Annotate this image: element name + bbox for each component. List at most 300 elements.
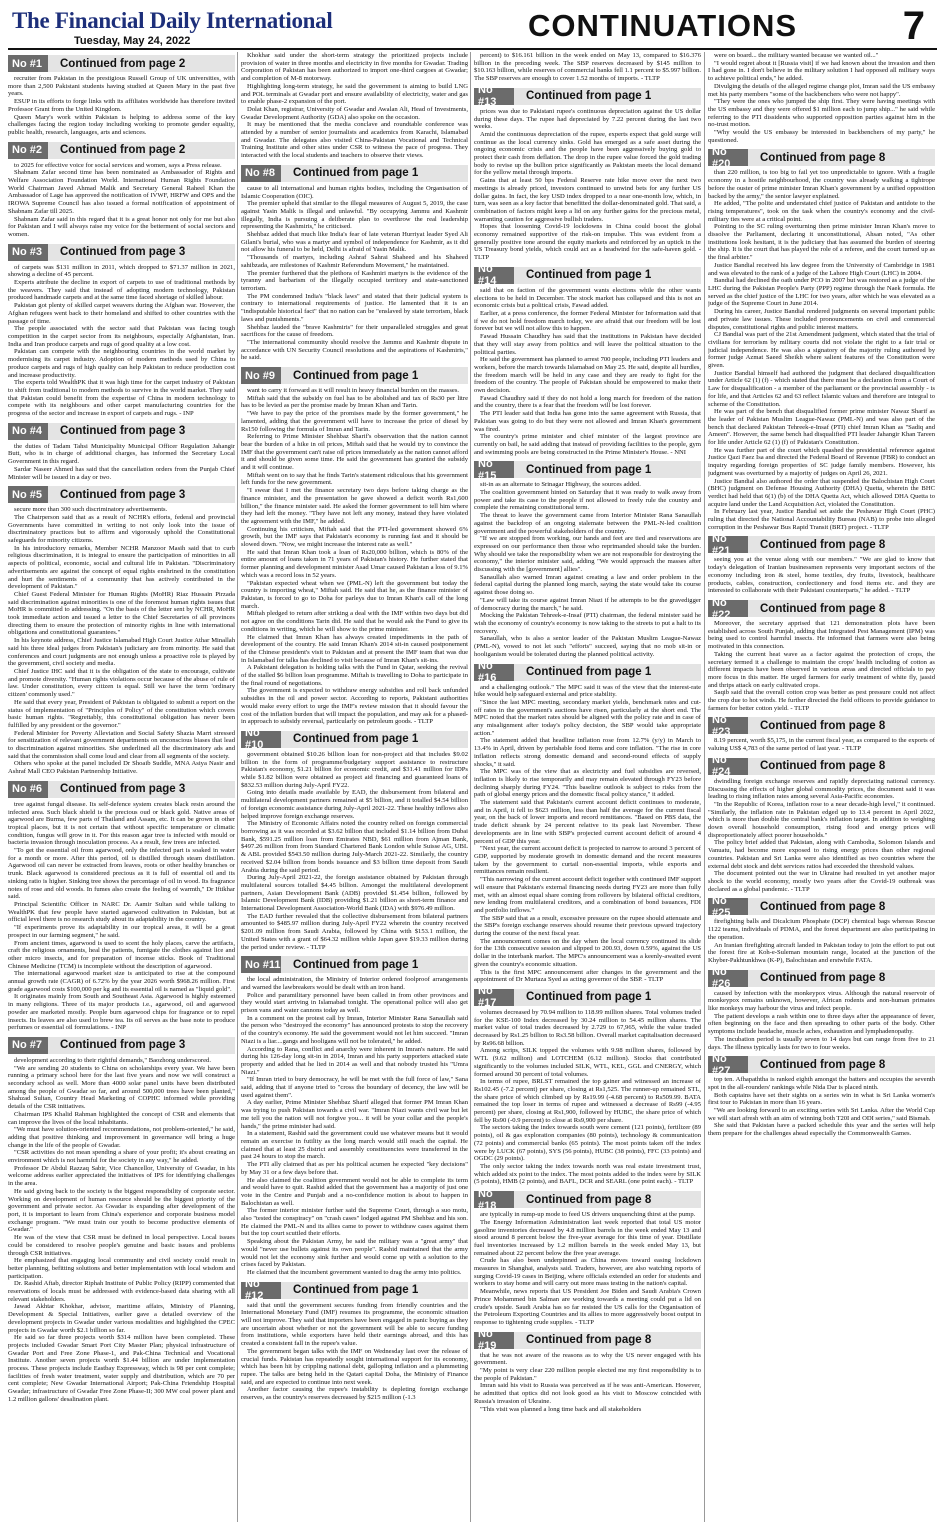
article bbox=[8, 1037, 235, 1404]
paragraph: Justice Bandial himself had authored the judgment that declared disqualification under Article 62 (1) (f) - which stated that there must be a declaration from a Court of Law for disqualification - a member of the parliament or the provincial assembly - is for life, and that Articles 62 and 63 reflect Islamic values and therefore are integral to scheme of the Constitution. bbox=[708, 369, 935, 408]
paragraph: During July-April 2021-22, the foreign assistance obtained by Pakistan through multilateral sources totalled $4.45 billion. Amongst the multilateral development partners, Asian Development Bank (ADB) provided $1.454 billion, followed by Islamic Development Bank (IDB) providing $1.21 billion as short-term finance and International Development Association-World Bank (IDA) with $976.49 million. bbox=[241, 874, 468, 913]
paragraph: The document pointed out the war in Ukraine had resulted in yet another major shock to the world economy, mostly two years after the Covid-19 outbreak was declared as a global pandemic. - TLTP bbox=[708, 870, 935, 893]
paragraph: "CSR activities do not mean spending a share of your profit; it's about creating an environment which is not harmful for the society in any way," he added. bbox=[8, 1149, 235, 1165]
column-divider bbox=[237, 52, 238, 1522]
paragraph: Moreover, the secretary apprised that 121 demonstration plots have been established across South Punjab, adding that Integrated Pest Management (IPM) was being used to control harmful insects. He informed that farmers were also being motivated in this connection. bbox=[708, 620, 935, 651]
paragraph: In his keynote address, Chief Justice Islamabad High Court Justice Athar Minallah said his three ideal judges from Pakistan's judiciary are from minority. He said that conferences and court judgments are not enough unless a proactive role is played by the government, civil society and media. bbox=[8, 637, 235, 668]
paragraph: "To get the essential oil from agarwood, only the infected part is soaked in water for a month or more. After this period, oil is distilled through steam distillation. Agarwood oil can never be extracted from leaves, roots or other healthy branches or trunk. Black agarwood is considered precious as it is full of essential oil and its sinking ratio is higher. Sinking tree shows the percentage of oil in wood. Its fragrance notes of rose and old woods. In fumes also create the feeling of warmth," Dr Iftikhar said. bbox=[8, 847, 235, 901]
paragraph: He was further part of the court which quashed the presidential reference against Justice Qazi Faez Isa and directed the Federal Board of Revenue (FBR) to conduct an inquiry regarding foreign properties of SC judge family members. However, his judgment was overturned by a majority of judges on April 26, 2021. bbox=[708, 446, 935, 477]
continued-from-label: Continued from page 3 bbox=[48, 423, 235, 440]
paragraph: The Energy Information Administration last week reported that total US motor gasoline inventories decreased by 4.8 million barrels in the week ended May 13 and stood around 8 percent below the five-year average for this time of year. Distillate fuel inventories increased by 1.2 million barrels in the week ended May 13, but remained about 22 percent below the five year average. bbox=[474, 1218, 701, 1257]
paragraph: Among scrips, SILK topped the volumes with 9.98 million shares, followed by WTL (9.62 million) and LOTCHEM (6.12 million). Stocks that contributed significantly to the volumes included SILK, WTL, KEL, GGL and CNERGY, which formed around 30 percent of total volumes. bbox=[474, 1047, 701, 1078]
article-body bbox=[474, 287, 701, 456]
paragraph: the duties of Tadam Tahsi Municipality Municipal Officer Regulation Jahangir Butt, who is in charge of additional charges, has informed the Secretary Local Government in this regard. bbox=[8, 442, 235, 466]
paragraph: The international agarwood market size is anticipated to rise at the compound annual growth rate (CAGR) of 6.72% by the year 2026 worth $968.26 million. First grade agarwood costs $100,000 per kg and its essential oil is named as "liquid gold". bbox=[8, 970, 235, 993]
paragraph: "If experiments prove its adaptability in our tropical areas, it will be a great prospect in our farming segment," he said. bbox=[8, 924, 235, 939]
paragraph: The threat to leave the government came from Interior Minister Rana Sanaullah against the backdrop of an ongoing stalemate between the PML-N-led coalition government and the powerful stakeholders of the country. bbox=[474, 512, 701, 535]
continued-from-label: Continued from page 1 bbox=[514, 461, 701, 478]
paragraph: Both captains have set their sights on a series win in what is Sri Lanka women's first tour to Pakistan in more than 16 years. bbox=[708, 1091, 935, 1107]
article bbox=[474, 1328, 701, 1414]
continuation-header bbox=[8, 486, 235, 503]
article-number: No #20 bbox=[708, 149, 748, 166]
paragraph: The coalition government hinted on Saturday that it was ready to walk away from power and take its case to the people if not allowed to freely rule the country and complete the remaining constitutional term. bbox=[474, 489, 701, 512]
continued-from-label: Continued from page 2 bbox=[48, 55, 235, 72]
paragraph: The PTI leader said that India has gone into the same agreement with Russia, that Pakistan was going to do but they were not allowed and Imran Khan's government was fired. bbox=[474, 410, 701, 433]
paragraph: Mocking the Pakistan Tehreek-e-Insaf (PTI) chairman, the federal minister said he wish the economy of country's economy is now taking to the streets to put a halt to its recovery. bbox=[474, 612, 701, 635]
paragraph: "If Imran tried to bury democracy, he will be met with the full force of law," Sana said, adding that if anyone tried to "cross the boundary of decency, the law will be used against them". bbox=[241, 1076, 468, 1099]
paragraph: Miftah went on to say that he finds Tarin's statement ridiculous that his government left funds for the new government. bbox=[241, 471, 468, 487]
paragraph: caused by infection with the monkeypox virus. Although the natural reservoir of monkeypox remains unknown, however, African rodents and non-human primates like monkeys may harbour the virus and infect people. bbox=[708, 989, 935, 1013]
column-3 bbox=[474, 52, 701, 1526]
paragraph: said that until the government secures funding from friendly countries and the International Monetary Fund (IMF) resumes its programme, the economic situation will not improve. They said that importers have been engaged in panic buying as they are uncertain about whether or not the government will be able to secure funding from institutions, while exporters have held their earnings abroad, and this has created a consistent fall in the rupee's value. bbox=[241, 1301, 468, 1348]
paragraph: prices was due to Pakistani rupee's continuous depreciation against the US dollar during these days. The rupee had depreciated by 7.22 percent during the last two weeks. bbox=[474, 107, 701, 131]
paragraph: Pakistan can compete with the neighbouring countries in the world market by modernising its carpet industry. Adoption of modern methods used by China to produce carpets and rugs of high quality can help Pakistan to reduce production cost and increase productivity. bbox=[8, 348, 235, 379]
paragraph: the local administration, the Ministry of Interior ordered foolproof arrangements and warned the lawbreakers would be dealt with an iron hand. bbox=[241, 976, 468, 991]
continued-from-label: Continued from page 1 bbox=[281, 367, 468, 384]
paragraph: In terms of rupee, BRLST remained the top gainer and witnessed an increase of Rs102.45 (-7.2 percent) per share, closing at Rs1,525. The runner-up remained STL, the share price of which climbed up by Rs19.99 (-4.68 percent) to Rs509.99. BATA remained the top loser in terms of rupee and witnessed a decrease of Rs99 (-4.95 percent) per share, closing at Rs1,900, followed by HUBC, the share price of which fell by Rs90 (-0.9 percent) to close at Rs9,900 per share. bbox=[474, 1078, 701, 1124]
article-body bbox=[8, 801, 235, 1032]
article bbox=[474, 457, 701, 658]
paragraph: The patient develops a rash within one to three days after the appearance of fever, often beginning on the face and then spreading to other parts of the body. Other symptoms include headache, muscle aches, exhaustion and lymphadenopathy. bbox=[708, 1012, 935, 1036]
paragraph: "Next year, the current account deficit is projected to narrow to around 3 percent of GDP, supported by moderate growth in domestic demand and the recent measures taken by the government to curtail non-essential imports, while exports and remittances remain resilient. bbox=[474, 845, 701, 876]
article-number: No #27 bbox=[708, 1056, 748, 1073]
paragraph: Shehbaz added that much like India's fear of late veteran Hurriyat leader Syed Ali Gilani's burial, who was a martyr and symbol of independence for Kashmir, as it did not allow his funeral to be held, Delhi is afraid of Yasin Malik. bbox=[241, 231, 468, 254]
paragraph: Saqib said that the overall cotton crop was better as pest pressure could not affect the crop due to hot winds. He further directed the field officers to provide guidance to farmers for better cotton yield. - TLTP bbox=[708, 689, 935, 712]
paragraph: In a statement, Rashid said the government could use whatever means but it would remain an exercise in futility as the long march would still reach the capital. He claimed that at least 25 district and assembly constituencies were transferred in the past 24 hours to stop the march. bbox=[241, 1130, 468, 1161]
continued-from-label: Continued from page 8 bbox=[514, 1191, 701, 1208]
paragraph: seeing you at the venue along with our members." "We are glad to know that today's delegation of Iranian businessmen represents very important sectors of the economy including iron & steel, home textiles, dry fruits, livestock, healthcare products, cables, construction, confectionery and food items etc. and they are interested to collaborate with their Pakistani counterparts," he added. - TLTP bbox=[708, 556, 935, 595]
continued-from-label: Continued from page 1 bbox=[514, 88, 701, 105]
paragraph: dwindling foreign exchange reserves and rapidly depreciating national currency. Discussing the effects of higher global commodity prices, the document said it was leading to rising inflation rates among several Asia-Pacific economies. bbox=[708, 777, 935, 801]
paragraph: Meanwhile, news reports that US President Joe Biden and Saudi Arabia's Crown Prince Mohammed bin Salman are working towards a meeting could put a lid on crude's upside. Saudi Arabia has so far resisted the US calls for the Organisation of the Petroleum Exporting Countries and its allies to more aggressively boost output in response to tightening crude supplies. - TLTP bbox=[474, 1288, 701, 1326]
article bbox=[708, 754, 935, 894]
continued-from-label: Continued from page 1 bbox=[281, 1282, 468, 1299]
paragraph: Jawad Akhtar Khokhar, advisor, maritime affairs, Ministry of Planning, Development & Special Initiatives, earlier gave a detailed overview of the development projects in Gwadar under various modalities and highlighted the CPEC projects in Gwadar worth $2.1 billion so far. bbox=[8, 1303, 235, 1334]
continued-from-label: Continued from page 1 bbox=[281, 956, 468, 973]
section-title: CONTINUATIONS bbox=[528, 8, 798, 43]
paragraph: The Chairperson said that as a result of NCHR's efforts, federal and provincial Governments have committed in writing to not only look into the issue of discriminatory practices but to affirm and vigorously uphold the Constitutional safeguards for minority citizens. bbox=[8, 513, 235, 545]
continuation-header bbox=[708, 894, 935, 919]
paragraph: volumes decreased by 70.94 million to 118.99 million shares. Total volumes traded for the KSE-100 Index decreased by 30.24 million to 54.45 million shares. The market value of total trades decreased by 2.729 to 67,965, while the value traded decreased by Rs1.25 billion to Rs3.58 billion. Overall market capitalisation decreased by Rs96.68 billion. bbox=[474, 1008, 701, 1047]
continuation-header bbox=[241, 727, 468, 752]
article bbox=[708, 596, 935, 712]
paragraph: CJ Bandial was part of the 21st Amendment judgment, which stated that the trial of civilians for terrorism by military courts did not violate the right to a fair trial or judicial independence. He was also a signatory of the majority ruling authored by former judge Azmat Saeed Sheikh where salient features of the Constitution were given. bbox=[708, 331, 935, 370]
continued-from-label: Continued from page 1 bbox=[281, 165, 468, 182]
paragraph: He claimed that Imran Khan has always created impediments in the path of development of the country. He said Imran Khan's 2014 sit-in caused postponement of the Chinese president's visit to Pakistan and at present the IMF team that was due in Islamabad for talks has declined to visit because of Imran Khan's sit-ins. bbox=[241, 633, 468, 664]
paragraph: "Thousands of martyrs, including Ashraf Sahrai Shaheed and his Shaheed sahibzada, are milestones of Kashmir Referendum Movement," he maintained. bbox=[241, 254, 468, 269]
paragraph: He said giving back to the society is the biggest responsibility of corporate sector. Working on development of human resource should be the biggest priority of the government and private sector. As Gwadar is expanding after development of the port, it is important to learn from China's experience and corporate business model exchange program. "We must train our youth to become productive elements of Gwadar." bbox=[8, 1187, 235, 1234]
paragraph: Fawad Hussain Chaudhry has said that the institutions in Pakistan have decided that they will stay away from politics and will leave the political situation to the political parties. bbox=[474, 333, 701, 356]
paragraph: Sardar Naseer Ahmed has said that the cancellation orders from the Punjab Chief Minister will be issued in a day or two. bbox=[8, 465, 235, 481]
article bbox=[8, 244, 235, 418]
article-body bbox=[708, 52, 935, 144]
paragraph: He said so far three projects worth $314 million have been completed. These projects included Gwadar Smart Port City Master Plan; physical infrastructure of Gwadar Port and Free Zone Phase-1, and Pak-China Technical and Vocational Institute. Another seven projects worth $1.44 billion are under implementation process. These projects include Eastbay Expressway, which is 98 per cent complete; facilities of fresh water treatment, water supply and distribution, which are 70 per cent complete; New Gwadar International Airport; Pak-China Friendship Hospital Gwadar; infrastructure of Gwadar Free Zone Phase-II; 300 MW coal power plant and 1.2 million gallons' desalination plant. bbox=[8, 1334, 235, 1403]
issue-date: Tuesday, May 24, 2022 bbox=[74, 35, 191, 47]
continued-from-label: Continued from page 8 bbox=[514, 1332, 701, 1349]
article bbox=[708, 145, 935, 531]
article-number: No #14 bbox=[474, 267, 514, 284]
paragraph: ESUP in its efforts to forge links with its affiliates worldwide has therefore invited Professor Grant from the United Kingdom. bbox=[8, 98, 235, 113]
article bbox=[474, 52, 701, 83]
paragraph: Professor Dr Abdul Razzaq Sabir, Vice Chancellor, University of Gwadar, in his welcome address earlier appreciated the initiatives of IPS for identifying challenges in the area. bbox=[8, 1164, 235, 1188]
article bbox=[474, 263, 701, 456]
continuation-header bbox=[474, 660, 701, 685]
continuation-header bbox=[708, 713, 935, 738]
paragraph: Divulging the details of the alleged regime change plot, Imran said the US embassy met his party members "some of the backbenchers who were not happy". bbox=[708, 82, 935, 98]
article bbox=[708, 52, 935, 144]
paragraph: The EAD further revealed that the collective disbursement from bilateral partners amounted to $485.97 million during July-April FY22 wherein the country received $201.09 million from Saudi Arabia, followed by China with $153.1 million, the United States with a grant of $64.32 million while Japan gave $19.33 million during the period under review. - TLTP bbox=[241, 912, 468, 951]
article-number: No #2 bbox=[8, 142, 48, 159]
paragraph: Chief Guest Federal Minister for Human Rights (MoHR) Riaz Hussain Pirzada said discrimination against minorities is one of the foremost human rights issues that MoHR is committed to addressing. "On the basis of the letter sent by NCHR, MoHR took immediate action and issued a letter to the Chief Secretaries of all provinces directing them to ensure the protection of minority rights in line with international obligations and constitutional guarantees." bbox=[8, 590, 235, 637]
paragraph: Fawad Chaudhry said if they do not hold a long march for freedom of the nation and the country, there is a fear that the freedom will be lost forever. bbox=[474, 394, 701, 410]
paragraph: "We are looking forward to an exciting series with Sri Lanka. After the World Cup we will start afresh with an aim of winning both T20I and ODI series," said Bismah. bbox=[708, 1107, 935, 1122]
paragraph: She said that Pakistan have a packed schedule this year and the series will help them prepare for the challenges ahead especially the Commonwealth Games. bbox=[708, 1122, 935, 1138]
column-1 bbox=[8, 52, 235, 1526]
article-body bbox=[241, 976, 468, 1276]
paragraph: Dr. Rashid Aftab, director Riphah Institute of Public Policy (RIPP) commented that reservations of locals must be addressed with evidence-based data sharing with all relevant stakeholders. bbox=[8, 1280, 235, 1303]
paragraph: "This visit was planned a long time back and all stakeholders bbox=[480, 1405, 642, 1413]
column-4 bbox=[708, 52, 935, 1526]
paragraph: Gains that at least 50 bps Federal Reserve rate hike move over the next two meetings is already priced, investors continued to unwind bets for any further US dollar gains. In fact, the key USD index dropped to a near one-month low, which, in turn, was seen as a key factor that benefitted the dollar-denominated gold. That said, a combination of factors might keep a lid on any further gains for the precious metal, warranting caution for aggressive bullish traders. bbox=[474, 177, 701, 223]
article bbox=[708, 713, 935, 753]
continuation-header bbox=[8, 142, 235, 159]
article-number: No #24 bbox=[708, 758, 748, 775]
continued-from-label: Continued from page 8 bbox=[748, 149, 935, 166]
article-body bbox=[241, 751, 468, 951]
paragraph: of carpets was $131 million in 2011, which dropped to $71.37 million in 2021, showing a decline of 45 percent. bbox=[8, 263, 235, 279]
paragraph: In February last year, Justice Bandial set aside the Peshawar High Court (PHC) ruling that directed the National Accountability Bureau (NAB) to probe into alleged corruption in the Peshawar Bus Rapid Transit (BRT) project. - TLTP bbox=[708, 508, 935, 531]
paragraph: Queen Mary's work within Pakistan is helping to address some of the key challenges facing the region today including working to promote gender equality, public health, research, languages, arts and sciences. bbox=[8, 113, 235, 136]
continuation-header bbox=[241, 956, 468, 973]
paragraph: Experts attribute the decline in export of carpets to use of traditional methods by the weavers. They said that instead of adopting modern technology, Pakistan produced handmade carpets and at the same time faced shortage of skilled labour. bbox=[8, 279, 235, 302]
paragraph: Others who spoke at the panel included Dr Shoaib Suddle, MNA Asiya Nasir and Ashraf Mall CEO Pakistan Partnership Initiative. bbox=[8, 760, 235, 776]
masthead bbox=[8, 6, 937, 50]
article-number: No #15 bbox=[474, 461, 514, 478]
paragraph: Taking the current heat wave as a factor against the protection of crops, the secretary termed it a challenge to maintain the crops' health including of cotton as different impacts have been observed in various areas and directed officials to pay more focus in this matter. He urged farmers for early treatment of white fly, jassid and thrips attack on early cultivated crops. bbox=[708, 650, 935, 689]
article-body bbox=[474, 1211, 701, 1327]
masthead-rule bbox=[8, 48, 937, 50]
article bbox=[241, 727, 468, 951]
article-number: No #22 bbox=[708, 600, 748, 617]
article bbox=[241, 956, 468, 1276]
continuation-header bbox=[8, 423, 235, 440]
paragraph: Shehbaz lauded the "brave Kashmiris" for their unparalleled struggles and great sacrifices for the cause of freedom. bbox=[241, 323, 468, 339]
paragraph: A day earlier, Prime Minister Shehbaz Sharif alleged that former PM Imran Khan was trying to push Pakistan towards a civil war. "Imran Niazi wants civil war but let me tell you the nation will not forgive you... it will be your collar and the people's hands," the prime minister had said. bbox=[241, 1099, 468, 1130]
article-body bbox=[241, 52, 468, 160]
article-number: No #1 bbox=[8, 55, 48, 72]
continuation-header bbox=[474, 1187, 701, 1212]
paragraph: "They were the ones who jumped the ship first. They were having meetings with the US embassy and they were offered $1 million each to jump ship..." he said while referring to the PTI dissidents who supported opposition parties against him in the no-trust motion. bbox=[708, 98, 935, 129]
article-number: No #19 bbox=[474, 1332, 514, 1349]
paragraph: cause to all international and human rights bodies, including the Organisation of Islamic Cooperation (OIC). bbox=[241, 184, 468, 200]
article-number: No #3 bbox=[8, 244, 48, 261]
continuation-header bbox=[474, 263, 701, 288]
page-number: 7 bbox=[902, 4, 925, 48]
paragraph: want to carry it forward as it will result in heavy financial burden on the masses. bbox=[247, 387, 460, 395]
article-body bbox=[708, 990, 935, 1052]
article bbox=[241, 367, 468, 726]
continuation-header bbox=[708, 1052, 935, 1077]
paragraph: Miftah said that the subsidy on fuel has to be abolished and tax of Rs30 per litre has to be levied as per the promise made by Imran Khan and Tarin. bbox=[241, 394, 468, 410]
paragraph: "In the Republic of Korea, inflation rose to a near decade-high level," it continued. "Similarly, the inflation rate in Pakistan edged up to 13.4 percent in April 2022, which is more than double the central bank's inflation target. In addition to weighing down overall household consumption, rising food and energy prices will disproportionately affect poorer households." bbox=[708, 800, 935, 839]
paragraph: Miftah pledged to return after striking a deal with the IMF within two days but did not agree on the conditions Tarin did. He said that he would ask the Fund to give its conditions in writing, which he will show to the prime minister. bbox=[241, 610, 468, 633]
paragraph: "Law will take its course against Imran Niazi if he attempts to be the gravedigger of democracy during the march," he said. bbox=[474, 596, 701, 612]
article-body bbox=[474, 481, 701, 658]
article bbox=[8, 781, 235, 1032]
article-body bbox=[241, 1302, 468, 1402]
article-number: No #23 bbox=[708, 717, 748, 734]
article-body bbox=[708, 1076, 935, 1138]
paragraph: are typically in rump-up mode to feed US drivers unquenching thirst at the pump. bbox=[480, 1211, 696, 1219]
article-number: No #11 bbox=[241, 956, 281, 973]
article bbox=[708, 894, 935, 964]
article-number: No #16 bbox=[474, 664, 514, 681]
continued-from-label: Continued from page 1 bbox=[514, 989, 701, 1006]
article-number: No #21 bbox=[708, 536, 748, 553]
paragraph: He said that every year, President of Pakistan is obligated to submit a report on the status of implementation of "Principles of Policy" of the constitution which covers basic human rights. "Regrettably, this constitutional obligation has never been fulfilled by any president or the governor." bbox=[8, 698, 235, 729]
continued-from-label: Continued from page 3 bbox=[48, 486, 235, 503]
continued-from-label: Continued from page 1 bbox=[281, 731, 468, 748]
article-body bbox=[241, 185, 468, 362]
paragraph: The statement added that headline inflation rose from 12.7% (y/y) in March to 13.4% in April, driven by perishable food items and core inflation. "The rise in core inflation reflects strong domestic demand and second-round effects of supply shocks," it said. bbox=[474, 737, 701, 768]
paragraph: 8.19 percent, worth $5,175, in the current fiscal year, as compared to the exports of valuing US$ 4,783 of the same period of last year. - TLTP bbox=[708, 737, 935, 753]
article-body bbox=[474, 1009, 701, 1186]
article bbox=[474, 985, 701, 1186]
paragraph: "We are sending 20 students to China on scholarships every year. We have been running a primary school here for the last five years and now we will construct a secondary school as well. More than 4000 solar panel units have been distributed among the people of Gwadar so far, and around 500,000 trees have been planted," Shahzad Sultan, Country Head Marketing of COPHC informed while providing details of the CSR initiatives. bbox=[8, 1064, 235, 1111]
article-number: No #25 bbox=[708, 898, 748, 915]
paragraph: sit-in as an alternate to Srinagar Highway, the sources added. bbox=[480, 481, 641, 489]
paragraph: than 220 million, is too big to fail yet too unpredictable to ignore. With a fragile economy in a hostile neighbourhood, the country was already walking a tightrope before the ouster of prime minister Imran Khan's government by a unified opposition backed by the army," the senior lawyer explained. bbox=[708, 169, 935, 200]
paragraph: The MPC was of the view that as electricity and fuel subsidies are reversed, inflation is likely to rise temporarily and may remain elevated through FY23 before declining sharply during FY24. "This baseline outlook is subject to risks from the path of global energy prices and the domestic fiscal policy stance," it added. bbox=[474, 768, 701, 799]
paragraph: He also claimed the coalition government would not be able to complete its term and would have to quit. Rashid added that the government has a majority of just one vote in the Centre and Punjab and a no-confidence motion is about to happen in Balochistan as well. bbox=[241, 1176, 468, 1207]
paragraph: He added, "The polite and understated chief justice of Pakistan and antidote to the rising temperatures", took on the task when the country's economy and the civil-military ties were at a critical point. bbox=[708, 200, 935, 223]
paragraph: Chairman IPS Khalid Rahman highlighted the concept of CSR and elements that can improve the lives of the local inhabitants. bbox=[8, 1110, 235, 1126]
article bbox=[708, 966, 935, 1052]
article-number: No #9 bbox=[241, 367, 281, 384]
paragraph: Sanaullah also warned Imran against creating a law and order problem in the federal capital during the planned long march, saying the state would take its course against those doing so. bbox=[474, 573, 701, 597]
article bbox=[708, 532, 935, 595]
article-number: No #12 bbox=[241, 1282, 281, 1299]
article-body bbox=[8, 1057, 235, 1404]
paragraph: Shabnam Zafar said in this regard that it is a great honor not only for me but also for Pakistan and I will always raise my voice for the betterment of social sectors and women. bbox=[8, 215, 235, 238]
newspaper-title: The Financial Daily International bbox=[12, 8, 333, 33]
paragraph: "The international community should resolve the Jammu and Kashmir dispute in accordance with UN Security Council resolutions and the aspirations of Kashmiris," he said. bbox=[241, 338, 468, 362]
article-number: No #18 bbox=[474, 1191, 514, 1208]
paragraph: development according to their rightful demands," Baozhong underscored. bbox=[14, 1056, 211, 1064]
continuation-header bbox=[8, 1037, 235, 1054]
continuation-header bbox=[8, 781, 235, 798]
article bbox=[241, 1278, 468, 1402]
continuation-header bbox=[8, 244, 235, 261]
paragraph: An Iranian firefighting aircraft landed in Pakistan today to join the effort to put out the forest fire at Koh-e-Suleman mountain range, located at the junction of the Khyber-Pakhtunkhwa (K-P), Balochistan and erstwhile FATA. bbox=[708, 941, 935, 964]
paragraph: The premier upheld that similar to the illegal measures of August 5, 2019, the case against Yasin Malik is illegal and unlawful. "By occupying Jammu and Kashmir illegally, India is pursuing a deliberate plan to overthrow the real leadership representing the Kashmiris," he criticised. bbox=[241, 200, 468, 231]
article-number: No #10 bbox=[241, 731, 281, 748]
article-body bbox=[241, 387, 468, 726]
paragraph: Hopes that loosening Covid-19 lockdowns in China could boost the global economy remained supportive of the risk-on impulse. This was evident from a generally positive tone around the equity markets and reinforced by an uptick in the US Treasury bond yields, which could act as a headwind for the safe-haven gold. - TLTP bbox=[474, 223, 701, 262]
paragraph: Justice Bandial also authored the order that suspended the Balochistan High Court (BHC) judgment on Defense Housing Authority (DHA) Quetta, wherein the BHC verdict had held that 6(1) (b) of the DHA Quetta Act, which allowed DHA Quetta to acquire land under the Land Acquisition Act, violated the Constitution. bbox=[708, 477, 935, 508]
paragraph: He claimed that the incumbent government wanted to drag the army into politics. bbox=[247, 1268, 462, 1276]
paragraph: Speaking about the Pakistan Army, he said the military was a "great army" that would "never use bullets against its own people". Rashid maintained that the army would not let the economy sink further and would come up with a solution to the crises faced by Pakistan. bbox=[241, 1238, 468, 1269]
continued-from-label: Continued from page 8 bbox=[748, 1056, 935, 1073]
paragraph: Khokhar said under the short-term strategy the prioritized projects include provision of water in three months and electricity in five months for Gwadar. Trading Corporation of Pakistan has been authorized to import one-third cargoes at Gwadar; and completion of M-8 motorway. bbox=[241, 52, 468, 83]
paragraph: Chief Justice IHC said that it is the obligation of the state to encourage, cultivate and promote diversity. "Human rights violations occur because of the abuse of rule of law. Under constitution, every citizen is equal. Still we have the term 'ordinary citizen' commonly used." bbox=[8, 668, 235, 699]
continued-from-label: Continued from page 8 bbox=[748, 536, 935, 553]
paragraph: "Since the last MPC meeting, secondary market yields, benchmark rates and cut-off rates in the government's auctions have risen, particularly at the short end. The MPC noted that the market rates should be aligned with the policy rate and in case of any misalignment after today's policy decision, the SBP would take appropriate action." bbox=[474, 698, 701, 737]
paragraph: Dolat Khan, registrar, University of Gwadar and Awalan Ali, Head of Investments, Gwadar Development Authority (GDA) also spoke on the occasion. bbox=[241, 105, 468, 121]
paragraph: The incubation period is usually seven to 14 days but can range from five to 21 days. The illness typically lasts for two to four weeks. bbox=[708, 1035, 935, 1051]
paragraph: According to Rana, conflict and anarchy were inherent in Imran's nature. He said during his 126-day long sit-in in 2014, Imran and his party supporters attacked state property and added that he lied in 2014 as well and that nobody trusted his "Umra Niazi." bbox=[241, 1045, 468, 1076]
article bbox=[708, 1052, 935, 1138]
continuation-header bbox=[474, 84, 701, 109]
paragraph: The government is expected to withdraw energy subsidies and roll back unfunded subsidies in the oil and power sector. According to reports, Pakistani authorities would make every effort to urge the IMF's review mission that it should favour the cost of the inflation burden that will impact the population, and may ask for a phased-in approach to subsidy reversal, particularly on petroleum goods. - TLTP bbox=[241, 687, 468, 726]
paragraph: to 2025 for effective voice for social services and women, says a Press release. bbox=[14, 161, 222, 169]
article-number: No #26 bbox=[708, 970, 748, 987]
continuation-header bbox=[708, 966, 935, 991]
paragraph: Justice Bandial received his law degree from the University of Cambridge in 1981 and was elevated to the rank of a judge of the Lahore High Court (LHC) in 2004. bbox=[708, 261, 935, 277]
paragraph: Crude has also been underpinned as China moves toward easing lockdown measures in Shanghai, analysts said. Traders, however, are also watching reports of surging Covid-19 cases in Beijing, where officials extended an order for students and workers to stay home and will carry out more mass testing in the nation's capital. bbox=[474, 1257, 701, 1288]
continued-from-label: Continued from page 1 bbox=[514, 267, 701, 284]
paragraph: secure more than 300 such discriminatory advertisements. bbox=[14, 506, 168, 514]
paragraph: "Pakistan expected wheat when we (PML-N) left the government but today the country is importing wheat," Miftah said. He said that he, as the finance minister of Pakistan, is forced to go to Doha for parleys due to Imran Khan's call of the long march. bbox=[241, 579, 468, 610]
article bbox=[241, 52, 468, 160]
article-body bbox=[474, 684, 701, 984]
paragraph: Continuing his criticism, Miftah said that the PTI-led government showed 6% growth, but the IMF says that Pakistan's economy is running fast and it should be slowed down. "Now, we might increase the interest rate as well." bbox=[241, 525, 468, 549]
article-body bbox=[708, 918, 935, 964]
article-body bbox=[474, 1352, 701, 1414]
continuation-header bbox=[708, 754, 935, 779]
paragraph: The premier furthered that the plethora of Kashmiri martyrs is the evidence of the tyranny and barbarism of the illegally occupied territory and state-sanctioned terrorism. bbox=[241, 269, 468, 292]
article-number: No #8 bbox=[241, 165, 281, 182]
continued-from-label: Continued from page 2 bbox=[48, 142, 235, 159]
continuation-header bbox=[241, 367, 468, 384]
paragraph: He said the government has planned to arrest 700 people, including PTI leaders and workers, before the march towards Islamabad on May 25. He said, despite all hurdles, the freedom march will be held in any case and they are ready to fight for the freedom of the country. The people of Pakistan should be empowered to make their own decision. bbox=[474, 356, 701, 395]
paragraph: He said that Imran Khan took a loan of Rs20,000 billion, which is 80% of the entire amount of loans taken in 71 years of Pakistan's history. He further stated that former planning and development minister Asad Umar caused Pakistan a loss of 9.1% which was a record loss in 52 years. bbox=[241, 548, 468, 579]
column-divider bbox=[704, 52, 705, 1522]
column-2 bbox=[241, 52, 468, 1526]
continuation-header bbox=[474, 457, 701, 482]
paragraph: Principal Scientific Officer in NARC Dr. Aamir Sultan said while talking to WealthPK that few people have started agarwood cultivation in Pakistan, but at official level there is no research study about its adaptability in the country. bbox=[8, 900, 235, 924]
paragraph: Another factor causing the rupee's instability is depleting foreign exchange reserves, as the country's reserves decreased by $215 million (-1.3 bbox=[241, 1386, 468, 1402]
paragraph: The country's prime minister and chief minister of the largest province are currently on bail, he said adding that instead of providing facilities to the people, gym and swimming pools are being constructed in the Prime Minister's House. - NNI bbox=[474, 433, 701, 456]
paragraph: Referring to Prime Minister Shehbaz Sharif's observation that the nation cannot bear the burden of a hike in oil prices, Miftah said that he would try to convince the IMF that the government can't raise oil prices immediately as the nation cannot afford it and should be given some time. He said the government has granted the subsidy and it will continue. bbox=[241, 433, 468, 472]
paragraph: He was of the view that CSR must be defined in local perspective. Local issues could be considered to resolve people's genuine and basic issues and problems through CSR initiatives. bbox=[8, 1234, 235, 1257]
paragraph: The former interior minister further said the Supreme Court, through a suo motu, also "tested the conspiracy" on "crash cases" lodged against PM Shehbaz and his son. He claimed the PML-N and its allies came to power to withdraw cases against them but the top court scuttled their efforts. bbox=[241, 1207, 468, 1238]
paragraph: The PTI ally claimed that as per his political acumen he expected "key decisions" by May 31 or a few days before that. bbox=[241, 1161, 468, 1176]
paragraph: Pointing to the SC ruling overturning then prime minister Imran Khan's move to dissolve the Parliament, declaring it unconstitutional, Ahsan noted, "As other institutions look hesitant, it is the judiciary that has assumed the burden of steering the ship. It is the court that has played the role of a referee, and the court turned up as the final arbiter." bbox=[708, 223, 935, 262]
continued-from-label: Continued from page 3 bbox=[48, 1037, 235, 1054]
paragraph: The sectors taking the index towards south were cement (121 points), fertilizer (89 points), oil & gas exploration companies (80 points), technology & communication (72 points) and commercial banks (65 points). The most points taken off the index were by LUCK (67 points), SYS (56 points), HUBC (38 points), FFC (33 points) and OGDC (29 points). bbox=[474, 1124, 701, 1163]
paragraph: and a challenging outlook." The MPC said it was of the view that the interest-rate hike would help safeguard external and price stability. bbox=[474, 683, 701, 699]
paragraph: Going into details made available by EAD, the disbursement from bilateral and multilateral development partners remained at $5 billion, and it totalled $4.54 billion of foreign economic assistance during July-April 2021-22. These healthy inflows also helped improve foreign exchange reserves. bbox=[241, 789, 468, 820]
paragraph: The statement said that Pakistan's current account deficit continues to moderate, and in April, it fell to $623 million, less than half the average for the current fiscal year, on the back of lower imports and record remittances. "Based on PBS data, the trade deficit shrank by 24 percent relative to its peak last November. These developments are in line with SBP's projected current account deficit of around 4 percent of GDP this year. bbox=[474, 799, 701, 845]
paragraph: "Why would the US embassy be interested in backbenchers of my party," he questioned. bbox=[708, 129, 935, 144]
paragraph: said that on faction of the government wants elections while the other wants elections to be held in December. The stock market has collapsed and this is not an economic crisis but a political crisis, Fawad added. bbox=[474, 286, 701, 310]
article-body bbox=[708, 778, 935, 894]
paragraph: top ten. Afhapaththa is ranked eighth amongst the batters and occupies the seventh spot in the all-rounders' rankings while Nida Dar is placed ninth. bbox=[708, 1076, 935, 1091]
article-number: No #4 bbox=[8, 423, 48, 440]
paragraph: Sanaullah, who is also a senior leader of the Pakistan Muslim League-Nawaz (PML-N), vowed to not let such "efforts" succeed, saying that no mob sit-in or hooliganism would be tolerated during the planned political activity. bbox=[474, 635, 701, 658]
article-body bbox=[708, 556, 935, 595]
article-number: No #13 bbox=[474, 88, 514, 105]
article bbox=[8, 486, 235, 776]
paragraph: tree against fungal disease. Its self-defence system creates black resin around the infected area. Such black shield is the precious oud or black gold. Native areas of agarwood are Burma, few parts of Thailand and Assam, etc. It can be grown in other tropical places, but it is not certain that without specific temperature or climatic condition, fungus will grow in it. For this reason agar tree is infected with mould or bacteria invasion through inoculation process. As a result, few trees are infected. bbox=[8, 800, 235, 847]
continuation-header bbox=[474, 1328, 701, 1353]
paragraph: Bandial had declined the oath under PCO in 2007 but was restored as a judge of the LHC during the Pakistan People's Party (PPP) regime through the Naek formula. He served as the chief justice of the LHC for two years, after which he was elevated as a judge of the Supreme Court in June 2014. bbox=[708, 277, 935, 308]
paragraph: The experts told WealthPK that it was high time for the carpet industry of Pakistan to shift from traditional to modern methods to survive in the world market. They said that Pakistan could benefit from the expertise of China in modern technology to compete with its neighbours and other carpet manufacturing countries for the progress of the sector and increase in export of carpets and rugs. - INP bbox=[8, 379, 235, 418]
paragraph: He emphasized that engaging local community and civil society could result in better planning, befitting solutions and better implementation with local wisdom and participation. bbox=[8, 1257, 235, 1280]
paragraph: The SBP said that as a result, excessive pressure on the rupee should attenuate and the SBP's foreign exchange reserves should resume their previous upward trajectory during the course of the next fiscal year. bbox=[474, 914, 701, 938]
paragraph: "We have to pay the price of the promises made by the former government," he lamented, adding that the government will have to increase the price of diesel by Rs150 following the formula of Imran and Tarin. bbox=[241, 410, 468, 433]
article bbox=[474, 1187, 701, 1327]
article bbox=[474, 660, 701, 984]
paragraph: firefighting balls and Dicalcium Phosphate (DCP) chemical bags whereas Rescue 1122 teams, individuals of PDMA, and the forest department are also participating in the operation. bbox=[708, 918, 935, 941]
article bbox=[8, 55, 235, 137]
article bbox=[8, 423, 235, 482]
article-body bbox=[708, 737, 935, 752]
paragraph: that he was not aware of the reasons as to why the US never engaged with his government. bbox=[474, 1351, 701, 1367]
article-number: No #17 bbox=[474, 989, 514, 1006]
paragraph: "I swear that I met the finance secretary two days before taking charge as the finance minister, and the presentation he gave showed a deficit worth Rs1,600 billion," the finance minister said. He asked the former government to tell him where they had left the money. "They have not left any money, instead they have violated the agreement with the IMF," he added. bbox=[241, 487, 468, 525]
continuation-header bbox=[8, 55, 235, 72]
continued-from-label: Continued from page 3 bbox=[48, 244, 235, 261]
article bbox=[474, 84, 701, 262]
article-body bbox=[8, 75, 235, 137]
paragraph: He was part of the bench that disqualified former prime minister Nawaz Sharif as the leader of Pakistan Muslim League-Nawaz (PML-N) and was also part of the bench that declared Pakistan Tehreek-e-Insaf (PTI) chief Imran Khan as "Sadiq and Ameen". However, the same bench had disqualified PTI leader Jahangir Khan Tareen for life under Article 62 (1) (f) of Pakistan's Constitution. bbox=[708, 408, 935, 447]
paragraph: Amid the continuous depreciation of the rupee, experts expect that gold surge will continue as the local currency sinks. Gold has emerged as a safe asset during the ongoing economic crisis and the people have been aggressively buying gold to protect their cash from deflation. The drop in the rupee value forced the gold trading body to revise up the bullion price significantly as Pakistan meets the local demand for the yellow metal through imports. bbox=[474, 130, 701, 177]
continuation-header bbox=[241, 1278, 468, 1303]
paragraph: recruiter from Pakistan in the prestigious Russell Group of UK universities, with more than 2,500 Pakistani students having studied at Queen Mary in the past five years. bbox=[8, 75, 235, 98]
paragraph: The only sector taking the index towards north was real estate investment trust, which added six point to the index. The most points added to the index were by SILK (5 points), HMB (2 points), and BAFL, DCR and SEARL (one point each). - TLTP bbox=[474, 1163, 701, 1186]
article-body bbox=[708, 620, 935, 712]
paragraph: Shabnam Zafar second time has been nominated as Ambassador of Rights and Welfare Association Foundation World. International Human Rights Foundation World Chairman Javed Ahmad Malik and Secretary General Raheel Khan the Ambassador of Lage has approved the notification of IVWF, HRFW and OPS and the IROWA Supreme Council has also issued a formal notification of appointment of Shabnam Zafar till 2025. bbox=[8, 169, 235, 215]
article-body bbox=[8, 443, 235, 482]
article-body bbox=[8, 264, 235, 418]
paragraph: Pakistan got plenty of skilled carpet weavers during the Afghan war. However, the Afghan refugees went back to their homeland and shifted to other countries with the passage of time. bbox=[8, 302, 235, 325]
article bbox=[241, 165, 468, 362]
paragraph: The government began talks with the IMF on Wednesday last over the release of crucial funds. Pakistan has repeatedly sought international support for its economy, which has been hit by crippling national debt, galloping inflation and a plummeting rupee. The talks are being held in the Qatari capital Doha, the Ministry of Finance said, and are expected to continue into next week. bbox=[241, 1347, 468, 1386]
article bbox=[8, 142, 235, 239]
paragraph: The announcement comes on the day when the local currency continued its slide for the 13th consecutive session and slipped to 200.93, down 0.59%, against the US dollar in the interbank market. The MPC's announcement was a keenly-awaited event given the country's economic situation. bbox=[474, 937, 701, 968]
paragraph: were on board... the military wanted because we wanted oil..." bbox=[714, 52, 879, 59]
paragraph: Federal Minister for Poverty Alleviation and Social Safety Shazia Marri stressed for sensitization of relevant government departments on unconscious biases that lead to discrimination against minorities. She underlined all the discriminatory ads and said that the commission shall come loud and clear from all segments of the society. bbox=[8, 729, 235, 760]
continuation-header bbox=[708, 596, 935, 621]
continued-from-label: Continued from page 8 bbox=[748, 970, 935, 987]
paragraph: government obtained $10.26 billion loan for non-project aid that includes $9.02 billion in the form of programme/budgetary support assistance to restructure Pakistan's economy, $1.21 billion for economic credit, and $31.41 million for IDPs while $1.82 billion were obtained as project aid financing and guaranteed loans of $832.53 million during July-April FY22. bbox=[241, 750, 468, 789]
paragraph: During his career, Justice Bandial rendered judgments on several important public and private law issues. These included pronouncements on civil and commercial disputes, constitutional rights and public interest matters. bbox=[708, 308, 935, 331]
paragraph: From ancient times, agarwood is used to scent the holy places, carve the artifacts, craft the religious ornaments, heal the patients, fumigate the clothes against lice and other micro insects, and for preparation of incense sticks. Book of Traditional Chinese Medicine (TCM) is incomplete without the description of agarwood. bbox=[8, 939, 235, 970]
paragraph: "We must have solution-oriented recommendations, not problem-oriented," he said, adding that positive thinking and improvement in governance will bring a huge change in the life of the people of Gwadar. bbox=[8, 1126, 235, 1149]
paragraph: percent) to $16.161 billion in the week ended on May 13, compared to $16.376 billion in the preceding week. The SBP reserves decreased by $145 million to $10.163 billion, while reserves of commercial banks fell 1.1 percent to $5.997 billion. The SBP reserves are enough to cover 1.52 months of imports. - TLTP bbox=[474, 52, 701, 83]
article-number: No #7 bbox=[8, 1037, 48, 1054]
continuation-header bbox=[708, 532, 935, 557]
paragraph: It originates mainly from South and Southeast Asia. Agarwood is highly esteemed in many religions. Three of its major products i.e., agarwood, oil and agarwood powder are marketed mostly. People burn agarwood chips for fragrance or to repel insects. Its leaves are also used to brew tea. Its oil serves as the base note to produce perfumes or essential oil formulations. - INP bbox=[8, 993, 235, 1032]
continued-from-label: Continued from page 3 bbox=[48, 781, 235, 798]
continuation-header bbox=[241, 165, 468, 182]
paragraph: Police and paramilitary personnel have been called in from other provinces and they would start arriving in Islamabad tonight. The operational police will also get prison vans and water cannons today as well. bbox=[241, 991, 468, 1015]
article-body bbox=[474, 52, 701, 83]
paragraph: This is the first MPC announcement after changes in the government and the appointment of Dr Murtaza Syed as acting governor of the SBP. - TLTP bbox=[474, 968, 701, 984]
continued-from-label: Continued from page 8 bbox=[748, 717, 935, 734]
paragraph: "If we are stopped from working, our hands and feet are tied and reservations are expressed on our performance then those who reprimanded should take the burden. Why should we take the responsibility when we are not responsible for destroying the economy," the interior minister said, adding "We would approach the masses after discussing with the [government] allies". bbox=[474, 535, 701, 574]
continuation-header bbox=[708, 145, 935, 170]
paragraph: A Pakistani delegation is holding talks with the Fund in Qatar, seeking the revival of the stalled $6 billion loan programme. Miftah is travelling to Doha to participate in the final round of negotiations. bbox=[241, 664, 468, 687]
paragraph: In his introductory remarks, Member NCHR Manzoor Masih said that to curb religious discrimination, it is integral to ensure the participation of minorities in all aspects of political, economic, social and cultural life in Pakistan. "Discriminatory advertisements are against the concept of equal rights enshrined in the constitution and hurt the sentiments of a community that has actively contributed in the development of Pakistan." bbox=[8, 544, 235, 591]
paragraph: "This narrowing of the current account deficit together with continued IMF support will ensure that Pakistan's external financing needs during FY23 are more than fully met, with an almost equal share coming from rollovers by bilateral official creditors, new lending from multilateral creditors, and a combination of bond issuances, FDI and portfolio inflows." bbox=[474, 876, 701, 914]
paragraph: "I would regret about it [Russia visit] if we had known about the invasion and then I had gone in. I don't believe in the military solution I had opposed all military ways to achieve political ends," he added. bbox=[708, 59, 935, 83]
article-number: No #6 bbox=[8, 781, 48, 798]
continued-from-label: Continued from page 8 bbox=[748, 758, 935, 775]
continuation-header bbox=[474, 985, 701, 1010]
